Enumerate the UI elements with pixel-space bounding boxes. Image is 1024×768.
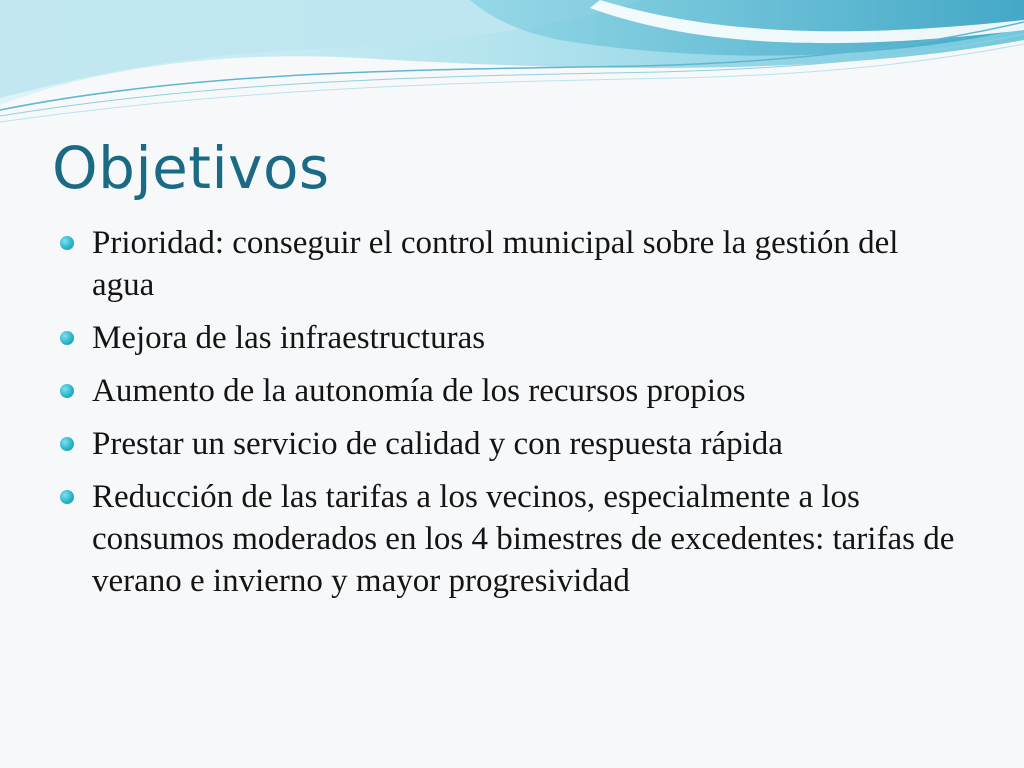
wave-header-decoration [0,0,1024,130]
list-item [60,317,960,359]
list-item [60,423,960,465]
circle-bullet-icon [60,384,74,398]
circle-bullet-icon [60,331,74,345]
list-item [60,476,960,602]
circle-bullet-icon [60,236,74,250]
list-item [60,222,960,306]
list-item [60,370,960,412]
bullet-text: Aumento de la autonomía de los recursos propios [92,373,746,409]
bullet-text: Prestar un servicio de calidad y con respuesta rápida [92,426,783,462]
circle-bullet-icon [60,437,74,451]
bullet-list [60,222,960,613]
bullet-text: Prioridad: conseguir el control municipal sobre la gestión del agua [92,225,899,303]
bullet-text: Reducción de las tarifas a los vecinos, especialmente a los consumos moderados en los 4 bimestres de excedentes: tarifas de verano e invierno y mayor progresividad [92,479,955,599]
circle-bullet-icon [60,490,74,504]
slide-title: Objetivos [52,134,330,202]
bullet-text: Mejora de las infraestructuras [92,320,486,356]
